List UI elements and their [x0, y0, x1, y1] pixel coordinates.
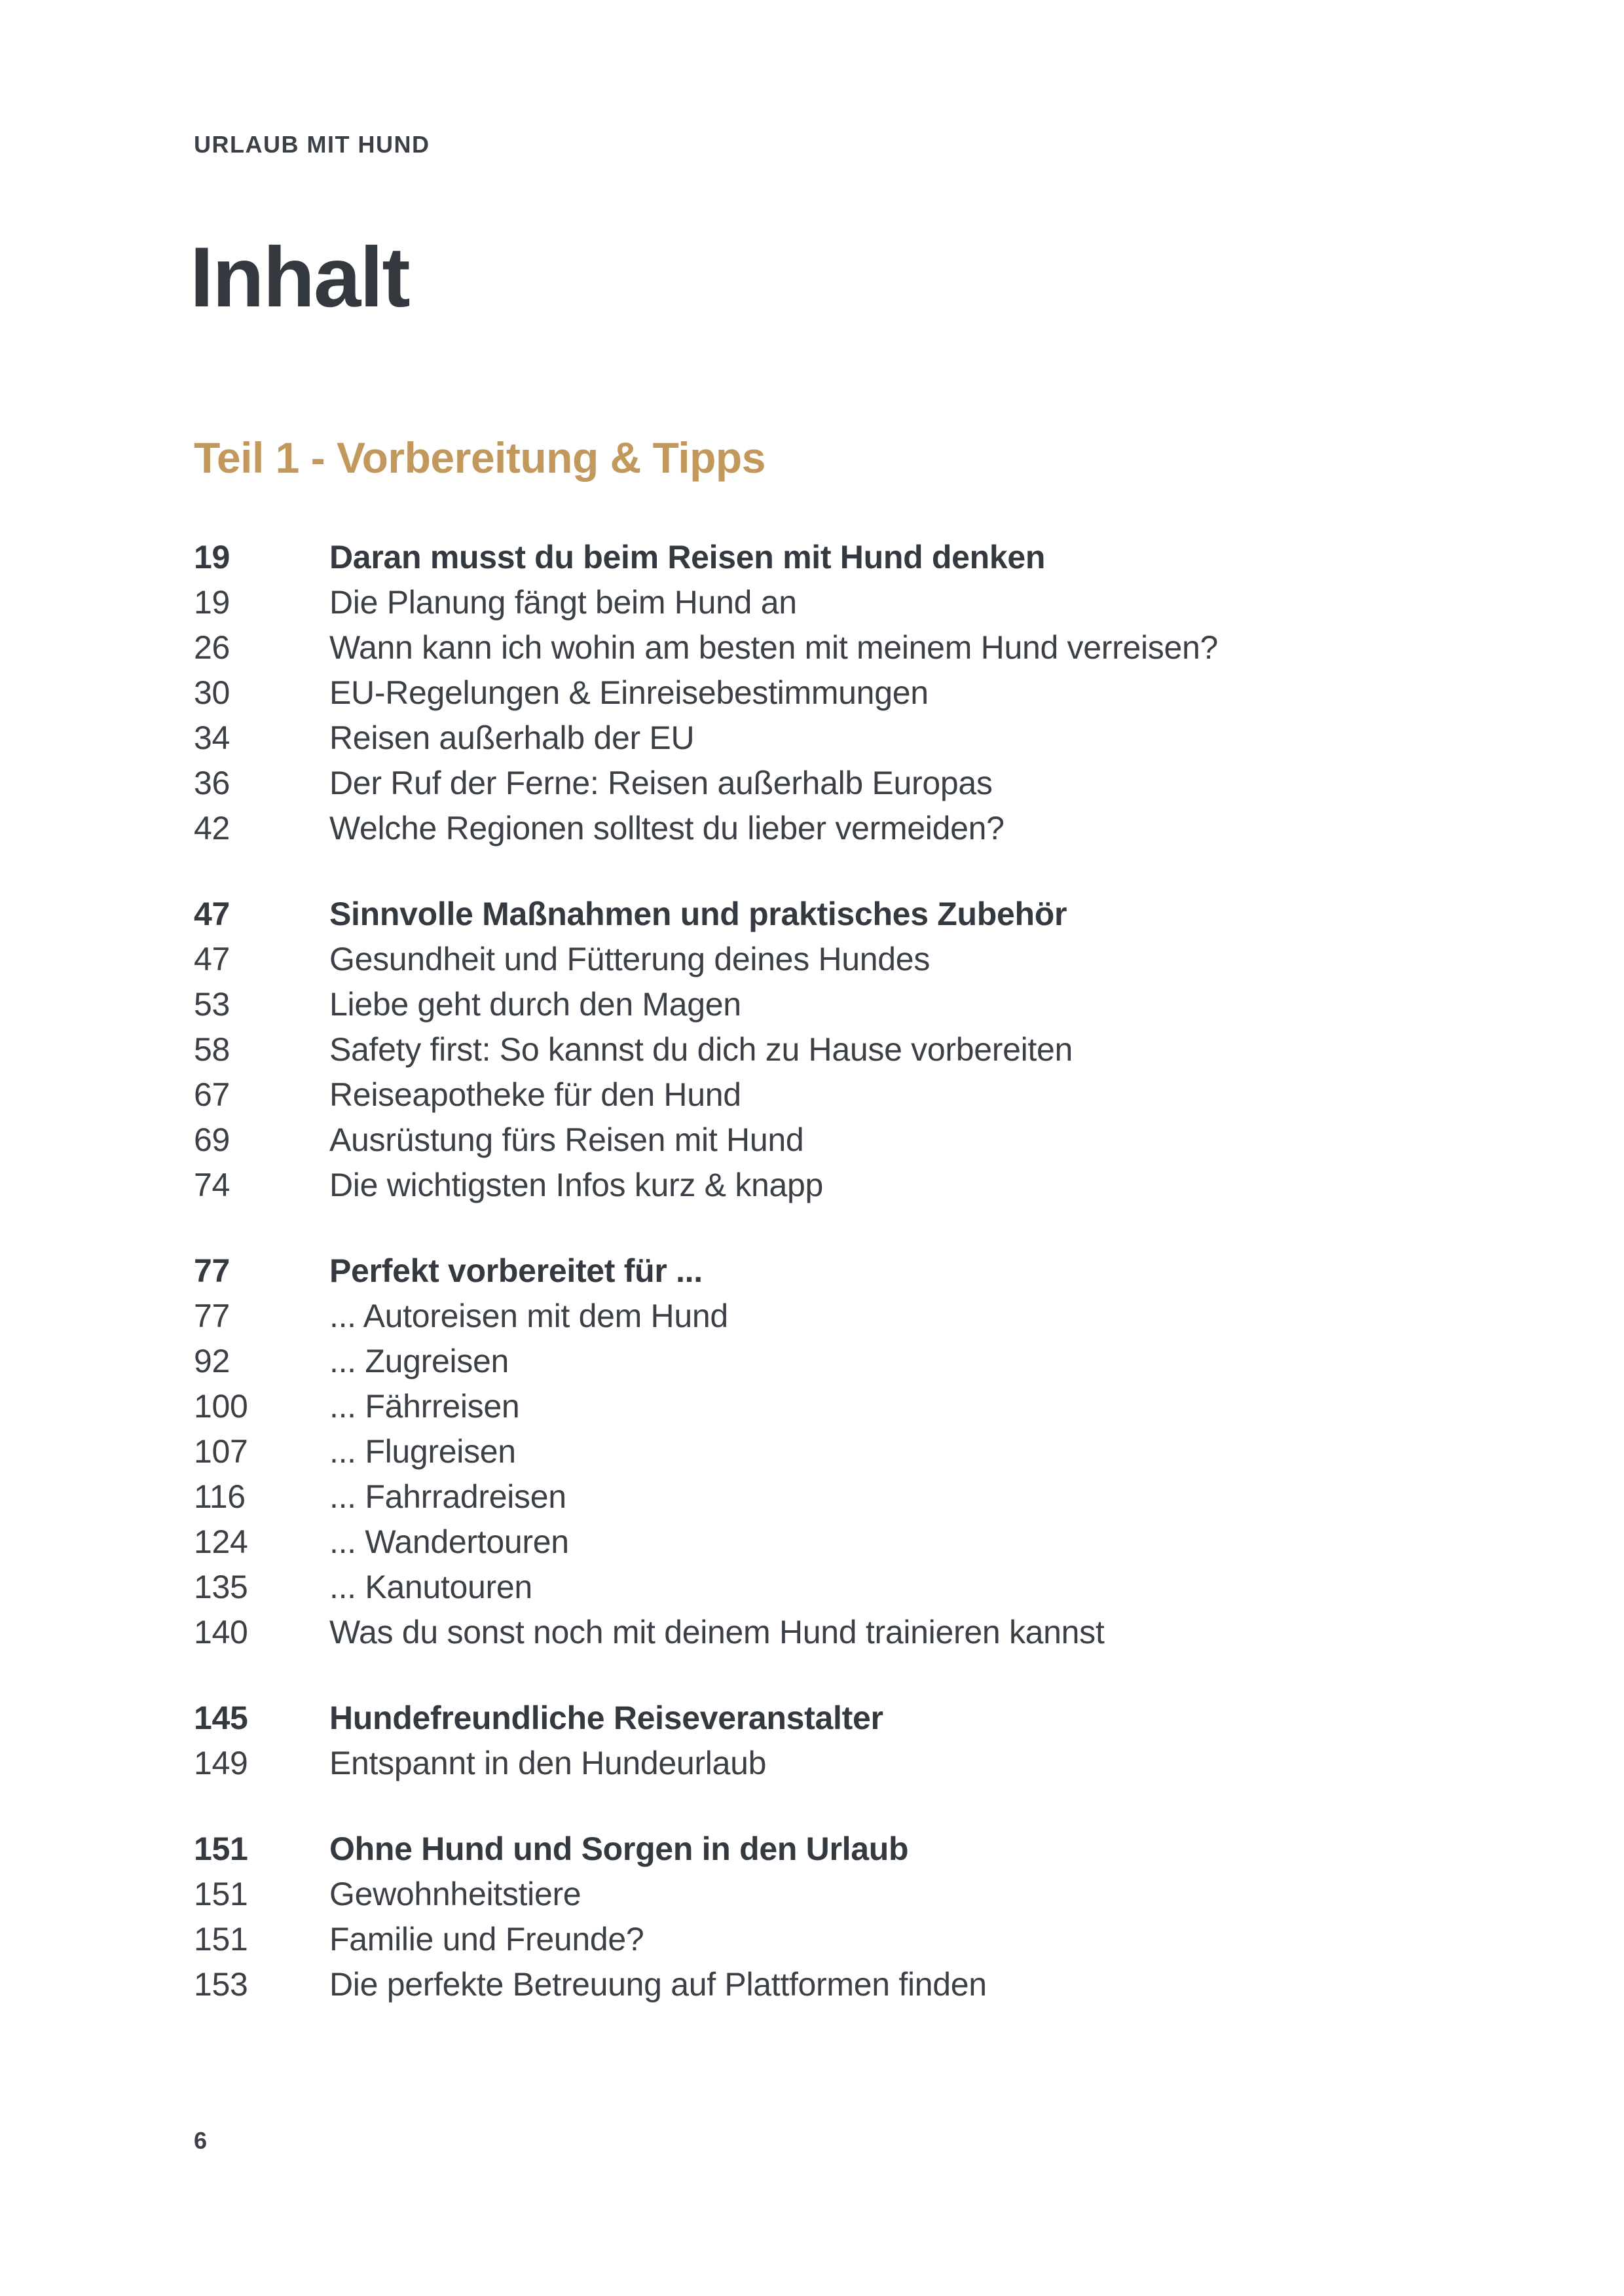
toc-entry-page-number: 92 [194, 1343, 231, 1379]
toc-entry [194, 1520, 1471, 1565]
toc-entry-title: Reiseapotheke für den Hund [329, 1076, 741, 1113]
toc-entry-title: Die perfekte Betreuung auf Plattformen finden [329, 1966, 987, 2003]
section-heading: Teil 1 - Vorbereitung & Tipps [194, 433, 766, 482]
toc-entry [194, 1872, 1471, 1917]
toc-entry-title: ... Wandertouren [329, 1523, 569, 1560]
toc-entry [194, 1118, 1471, 1163]
toc-entry-title: Gewohnheitstiere [329, 1876, 581, 1912]
toc-entry-page-number: 34 [194, 720, 231, 756]
toc-entry-title: ... Fährreisen [329, 1388, 520, 1425]
toc-entry [194, 716, 1471, 761]
toc-entry-page-number: 67 [194, 1076, 231, 1113]
toc-list [194, 535, 1471, 2048]
toc-entry [194, 625, 1471, 670]
toc-group [194, 535, 1471, 851]
toc-entry-page-number: 58 [194, 1031, 231, 1068]
toc-entry-page-number: 19 [194, 584, 231, 621]
toc-entry-page-number: 100 [194, 1388, 248, 1425]
toc-entry [194, 1696, 1471, 1741]
toc-entry-title: Der Ruf der Ferne: Reisen außerhalb Europas [329, 765, 993, 801]
toc-entry [194, 1565, 1471, 1610]
toc-entry-title: Safety first: So kannst du dich zu Hause vorbereiten [329, 1031, 1073, 1068]
page-number: 6 [194, 2127, 208, 2154]
running-header: URLAUB MIT HUND [194, 131, 430, 158]
toc-entry-page-number: 145 [194, 1700, 248, 1736]
toc-entry [194, 982, 1471, 1027]
toc-group [194, 1248, 1471, 1655]
toc-entry-title: Was du sonst noch mit deinem Hund trainieren kannst [329, 1614, 1105, 1650]
toc-entry [194, 1827, 1471, 1872]
toc-entry-page-number: 149 [194, 1745, 248, 1781]
toc-entry [194, 1339, 1471, 1384]
toc-entry [194, 1294, 1471, 1339]
toc-entry-page-number: 151 [194, 1921, 248, 1958]
toc-entry-page-number: 47 [194, 896, 231, 932]
toc-entry-page-number: 151 [194, 1831, 248, 1867]
toc-entry [194, 580, 1471, 625]
toc-entry-page-number: 30 [194, 674, 231, 711]
toc-entry-title: Perfekt vorbereitet für ... [329, 1252, 703, 1289]
toc-entry-title: Liebe geht durch den Magen [329, 986, 741, 1023]
toc-entry-title: Hundefreundliche Reiseveranstalter [329, 1700, 883, 1736]
toc-entry-title: ... Kanutouren [329, 1569, 532, 1605]
toc-entry-title: ... Flugreisen [329, 1433, 516, 1470]
toc-entry [194, 1962, 1471, 2007]
toc-group [194, 1696, 1471, 1786]
toc-entry-title: Die Planung fängt beim Hund an [329, 584, 797, 621]
toc-entry-title: Gesundheit und Fütterung deines Hundes [329, 941, 931, 977]
toc-entry [194, 1741, 1471, 1786]
toc-entry-title: Ohne Hund und Sorgen in den Urlaub [329, 1831, 909, 1867]
toc-entry-title: Ausrüstung fürs Reisen mit Hund [329, 1121, 804, 1158]
toc-entry-page-number: 124 [194, 1523, 248, 1560]
toc-entry [194, 1917, 1471, 1962]
toc-entry-page-number: 36 [194, 765, 231, 801]
toc-entry [194, 1027, 1471, 1072]
toc-entry-page-number: 135 [194, 1569, 248, 1605]
toc-entry [194, 535, 1471, 580]
toc-entry-page-number: 26 [194, 629, 231, 666]
toc-entry [194, 892, 1471, 937]
toc-group [194, 892, 1471, 1208]
toc-entry-page-number: 74 [194, 1167, 231, 1203]
toc-entry-title: EU-Regelungen & Einreisebestimmungen [329, 674, 929, 711]
toc-group [194, 1827, 1471, 2007]
toc-entry [194, 670, 1471, 716]
toc-entry-page-number: 69 [194, 1121, 231, 1158]
toc-entry [194, 1163, 1471, 1208]
page-title: Inhalt [190, 229, 409, 325]
toc-entry-title: Entspannt in den Hundeurlaub [329, 1745, 767, 1781]
toc-entry-title: ... Autoreisen mit dem Hund [329, 1298, 728, 1334]
toc-entry [194, 1072, 1471, 1118]
toc-entry [194, 806, 1471, 851]
toc-entry-page-number: 47 [194, 941, 231, 977]
toc-entry-title: Daran musst du beim Reisen mit Hund denken [329, 539, 1046, 575]
toc-entry-page-number: 107 [194, 1433, 248, 1470]
toc-entry-title: Familie und Freunde? [329, 1921, 644, 1958]
toc-entry-title: Sinnvolle Maßnahmen und praktisches Zubehör [329, 896, 1067, 932]
toc-entry [194, 1474, 1471, 1520]
toc-entry-page-number: 77 [194, 1252, 231, 1289]
toc-entry-page-number: 77 [194, 1298, 231, 1334]
toc-entry-page-number: 116 [194, 1478, 246, 1515]
toc-entry-title: Wann kann ich wohin am besten mit meinem Hund verreisen? [329, 629, 1219, 666]
toc-entry [194, 937, 1471, 982]
toc-entry-page-number: 19 [194, 539, 231, 575]
toc-entry-title: Reisen außerhalb der EU [329, 720, 695, 756]
toc-entry [194, 1429, 1471, 1474]
toc-entry-title: Welche Regionen solltest du lieber vermeiden? [329, 810, 1005, 847]
toc-entry [194, 1248, 1471, 1294]
toc-entry [194, 1384, 1471, 1429]
toc-entry-page-number: 140 [194, 1614, 248, 1650]
toc-entry [194, 1610, 1471, 1655]
toc-entry-title: Die wichtigsten Infos kurz & knapp [329, 1167, 824, 1203]
toc-entry-page-number: 151 [194, 1876, 248, 1912]
toc-entry-title: ... Fahrradreisen [329, 1478, 566, 1515]
toc-entry-page-number: 53 [194, 986, 231, 1023]
toc-entry [194, 761, 1471, 806]
toc-entry-title: ... Zugreisen [329, 1343, 509, 1379]
toc-entry-page-number: 153 [194, 1966, 248, 2003]
toc-entry-page-number: 42 [194, 810, 231, 847]
